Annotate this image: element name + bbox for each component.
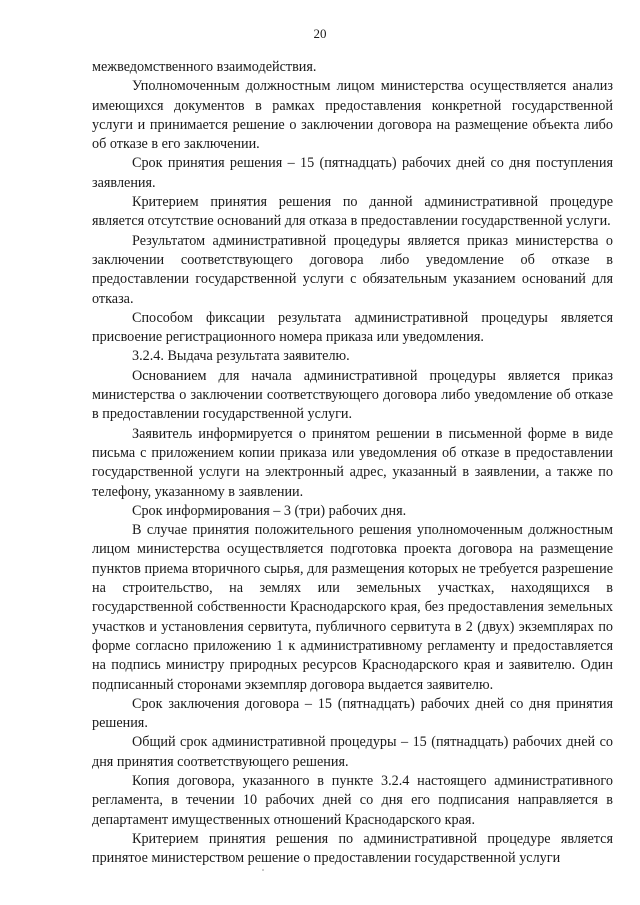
paragraph: Способом фиксации результата административной процедуры является присвоение регистрационного номера приказа или уведомления.: [92, 309, 613, 346]
document-body: [92, 58, 613, 868]
paragraph: Срок заключения договора – 15 (пятнадцать) рабочих дней со дня принятия решения.: [92, 695, 613, 732]
paragraph: Срок принятия решения – 15 (пятнадцать) рабочих дней со дня поступления заявления.: [92, 155, 613, 191]
paragraph: Основанием для начала административной процедуры является приказ министерства о заключении соответствующего договора либо уведомление об отказе в предоставлении государственной услуги.: [92, 367, 613, 423]
page-number: 20: [313, 26, 327, 41]
paragraph: Копия договора, указанного в пункте 3.2.4 настоящего административного регламента, в течении 10 рабочих дней со дня его подписания направляется в департамент имущественных отношений Краснодарского края.: [92, 772, 613, 828]
section-heading: 3.2.4. Выдача результата заявителю.: [132, 348, 350, 365]
paragraph: Критерием принятия решения по административной процедуре является принятое министерством решение о предоставлении государственной услуги: [92, 830, 613, 867]
paragraph: межведомственного взаимодействия.: [92, 59, 317, 75]
paragraph: Общий срок административной процедуры – 15 (пятнадцать) рабочих дней со дня принятия соответствующего решения.: [92, 734, 613, 770]
paragraph: Результатом административной процедуры является приказ министерства о заключении соответствующего договора либо уведомление об отказе в предоставлении государственной услуги с обязательным указанием оснований для отказа.: [92, 232, 613, 307]
paragraph: Срок информирования – 3 (три) рабочих дня.: [132, 502, 407, 519]
paragraph: В случае принятия положительного решения уполномоченным должностным лицом министерства осуществляется подготовка проекта договора на размещение пунктов приема вторичного сырья, для размещения которых не требуется разрешение на строительство, на землях или земельных участках, находящихся в государственной собственности Краснодарского края, без предоставления земельных участков и установления сервитута, публичного сервитута в 2 (двух) экземплярах по форме согласно приложению 1 к административному регламенту и предоставляется на подпись министру природных ресурсов Краснодарского края и заявителю. Один подписанный сторонами экземпляр договора выдается заявителю.: [92, 522, 613, 693]
scan-artifact: [262, 869, 264, 871]
paragraph: Критерием принятия решения по данной административной процедуре является отсутствие оснований для отказа в предоставлении государственной услуги.: [92, 194, 613, 230]
paragraph: Заявитель информируется о принятом решении в письменной форме в виде письма с приложением копии приказа или уведомления об отказе в предоставлении государственной услуги на электронный адрес, указанный в заявлении, а также по телефону, указанному в заявлении.: [92, 425, 613, 500]
paragraph: Уполномоченным должностным лицом министерства осуществляется анализ имеющихся документов в рамках предоставления конкретной государственной услуги и принимается решение о заключении договора на размещение объекта либо об отказе в его заключении.: [92, 78, 613, 153]
